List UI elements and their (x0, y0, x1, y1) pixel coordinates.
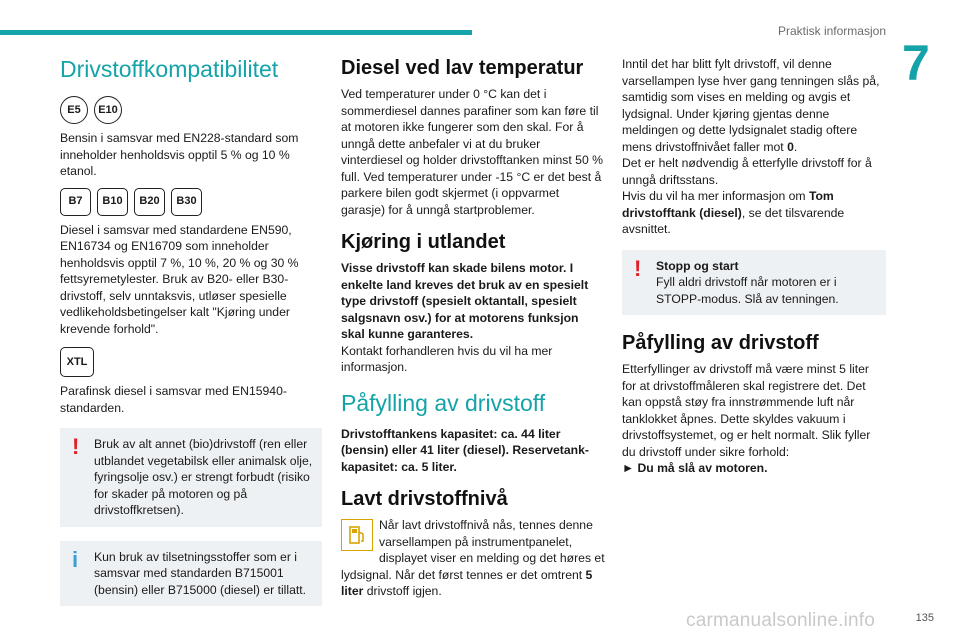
diesel-low-temp-heading: Diesel ved lav temperatur (341, 57, 584, 79)
refuelling-heading: Påfylling av drivstoff (341, 389, 546, 416)
fuel-pump-icon (341, 519, 373, 551)
driving-abroad-bold: Visse drivstoff kan skade bilens motor. I enkelte land kreves det bruk av en spesielt type drivstoff (spesielt oktantall, spesielt salgsnavn osv.) for at motorens funksjon skal kunne garanteres. (341, 261, 589, 341)
header-accent-bar (0, 30, 472, 35)
xtl-badges (60, 347, 322, 377)
stop-start-title: Stopp og start (656, 258, 739, 273)
section-title: Praktisk informasjon (777, 24, 886, 38)
low-fuel-text-a: Når lavt drivstoffnivå nås, tennes denne varsellampen på instrumentpanelet, displayet viser en melding og det høres et lydsignal. Når det først tennes er det omtrent (341, 518, 605, 582)
refill-necessary-text: Det er helt nødvendig å etterfylle drivstoff for å unngå driftsstans. (622, 156, 872, 187)
e5-badge: E5 (60, 96, 88, 124)
b20-badge: B20 (134, 188, 165, 216)
empty-tank-link-text: Tom drivstofftank (diesel) (622, 189, 834, 220)
b30-badge: B30 (171, 188, 202, 216)
warning-icon: ! (72, 434, 80, 459)
low-fuel-block (341, 517, 605, 600)
diesel-badges (60, 188, 322, 216)
info-icon: i (72, 546, 79, 572)
low-fuel-heading: Lavt drivstoffnivå (341, 488, 508, 510)
petrol-badges (60, 96, 322, 124)
refuelling-text: Etterfyllinger av drivstoff må være minst 5 liter for at drivstoffmåleren skal registrere det. Det kan oppstå støy fra innstrømmende luft når tanklokket åpnes. Dette skyldes vakuum i drivstoffsystemet, og er helt normalt. Slik fyller du drivstoff under sikre forhold: (622, 362, 871, 459)
more-info-text: Hvis du vil ha mer informasjon om (622, 189, 809, 203)
refuelling-subheading: Påfylling av drivstoff (622, 332, 819, 354)
diesel-paragraph: Diesel i samsvar med standardene EN590, EN16734 og EN16709 som inneholder henholdsvis opptil 7 %, 10 %, 20 % og 30 % fettsyremetylester. Bruk av B20- eller B30-drivstoff, selv unntaksvis, utløser spesielle vedlikeholdsbetingelser kalt "Kjøring under krevende forhold". (60, 222, 299, 336)
xtl-paragraph: Parafinsk diesel i samsvar med EN15940-standarden. (60, 384, 287, 415)
page-number: 135 (915, 612, 934, 624)
b7-badge: B7 (60, 188, 91, 216)
warning-lamp-text-end: . (793, 139, 798, 154)
fuel-compatibility-heading: Drivstoffkompatibilitet (60, 56, 279, 82)
column-2 (341, 56, 605, 600)
column-1 (60, 56, 322, 616)
info-note-text: Kun bruk av tilsetningsstoffer som er i samsvar med standarden B715001 (bensin) eller B715000 (diesel) er tillatt. (94, 549, 307, 597)
warning-lamp-text: Inntil det har blitt fylt drivstoff, vil denne varsellampen lyse hver gang tenningen slås på, samtidig som vises en melding og avgis et lydsignal. Under kjøring gjentas denne meldingen og dette lydsignalet stadig oftere mens drivstoffnivået faller mot (622, 57, 880, 154)
column-3 (622, 56, 886, 477)
tank-capacity-text: Drivstofftankens kapasitet: ca. 44 liter (bensin) eller 41 liter (diesel). Reservetank-kapasitet: ca. 5 liter. (341, 426, 589, 474)
warning-note (60, 428, 322, 527)
petrol-paragraph: Bensin i samsvar med EN228-standard som inneholder henholdsvis opptil 5 % og 10 % etanol. (60, 131, 299, 178)
xtl-badge: XTL (60, 347, 94, 377)
more-info-text-end: , se det tilsvarende avsnittet. (622, 205, 845, 236)
watermark: carmanualsonline.info (686, 610, 876, 631)
warning-lamp-zero: 0 (787, 139, 794, 154)
low-fuel-text-bold: 5 liter (341, 567, 593, 598)
driving-abroad-heading: Kjøring i utlandet (341, 231, 506, 253)
stop-start-note (622, 250, 886, 316)
warning-icon: ! (634, 255, 642, 281)
refuelling-step-1: ► Du må slå av motoren. (622, 461, 768, 475)
info-note (60, 541, 322, 607)
low-fuel-text-b: drivstoff igjen. (363, 584, 442, 598)
driving-abroad-text: Kontakt forhandleren hvis du vil ha mer informasjon. (341, 343, 553, 374)
b10-badge: B10 (97, 188, 128, 216)
warning-note-text: Bruk av alt annet (bio)drivstoff (ren eller utblandet vegetabilsk eller animalsk olje, fyringsolje osv.) er strengt forbudt (risiko for skader på motoren og på drivstoffkretsen). (94, 437, 313, 517)
diesel-low-temp-text: Ved temperaturer under 0 °C kan det i sommerdiesel dannes parafiner som kan føre til at motoren ikke fungerer som den skal. For å unngå dette anbefaler vi at du bruker vinterdiesel og holder drivstofftanken minst 50 % full. Ved temperaturer under -15 °C er det best å parkere bilen godt skjermet (i oppvarmet garasje) for å unngå startproblemer. (341, 87, 603, 217)
stop-start-text: Fyll aldri drivstoff når motoren er i STOPP-modus. Slå av tenningen. (656, 275, 839, 306)
chapter-number: 7 (902, 35, 930, 91)
e10-badge: E10 (94, 96, 122, 124)
